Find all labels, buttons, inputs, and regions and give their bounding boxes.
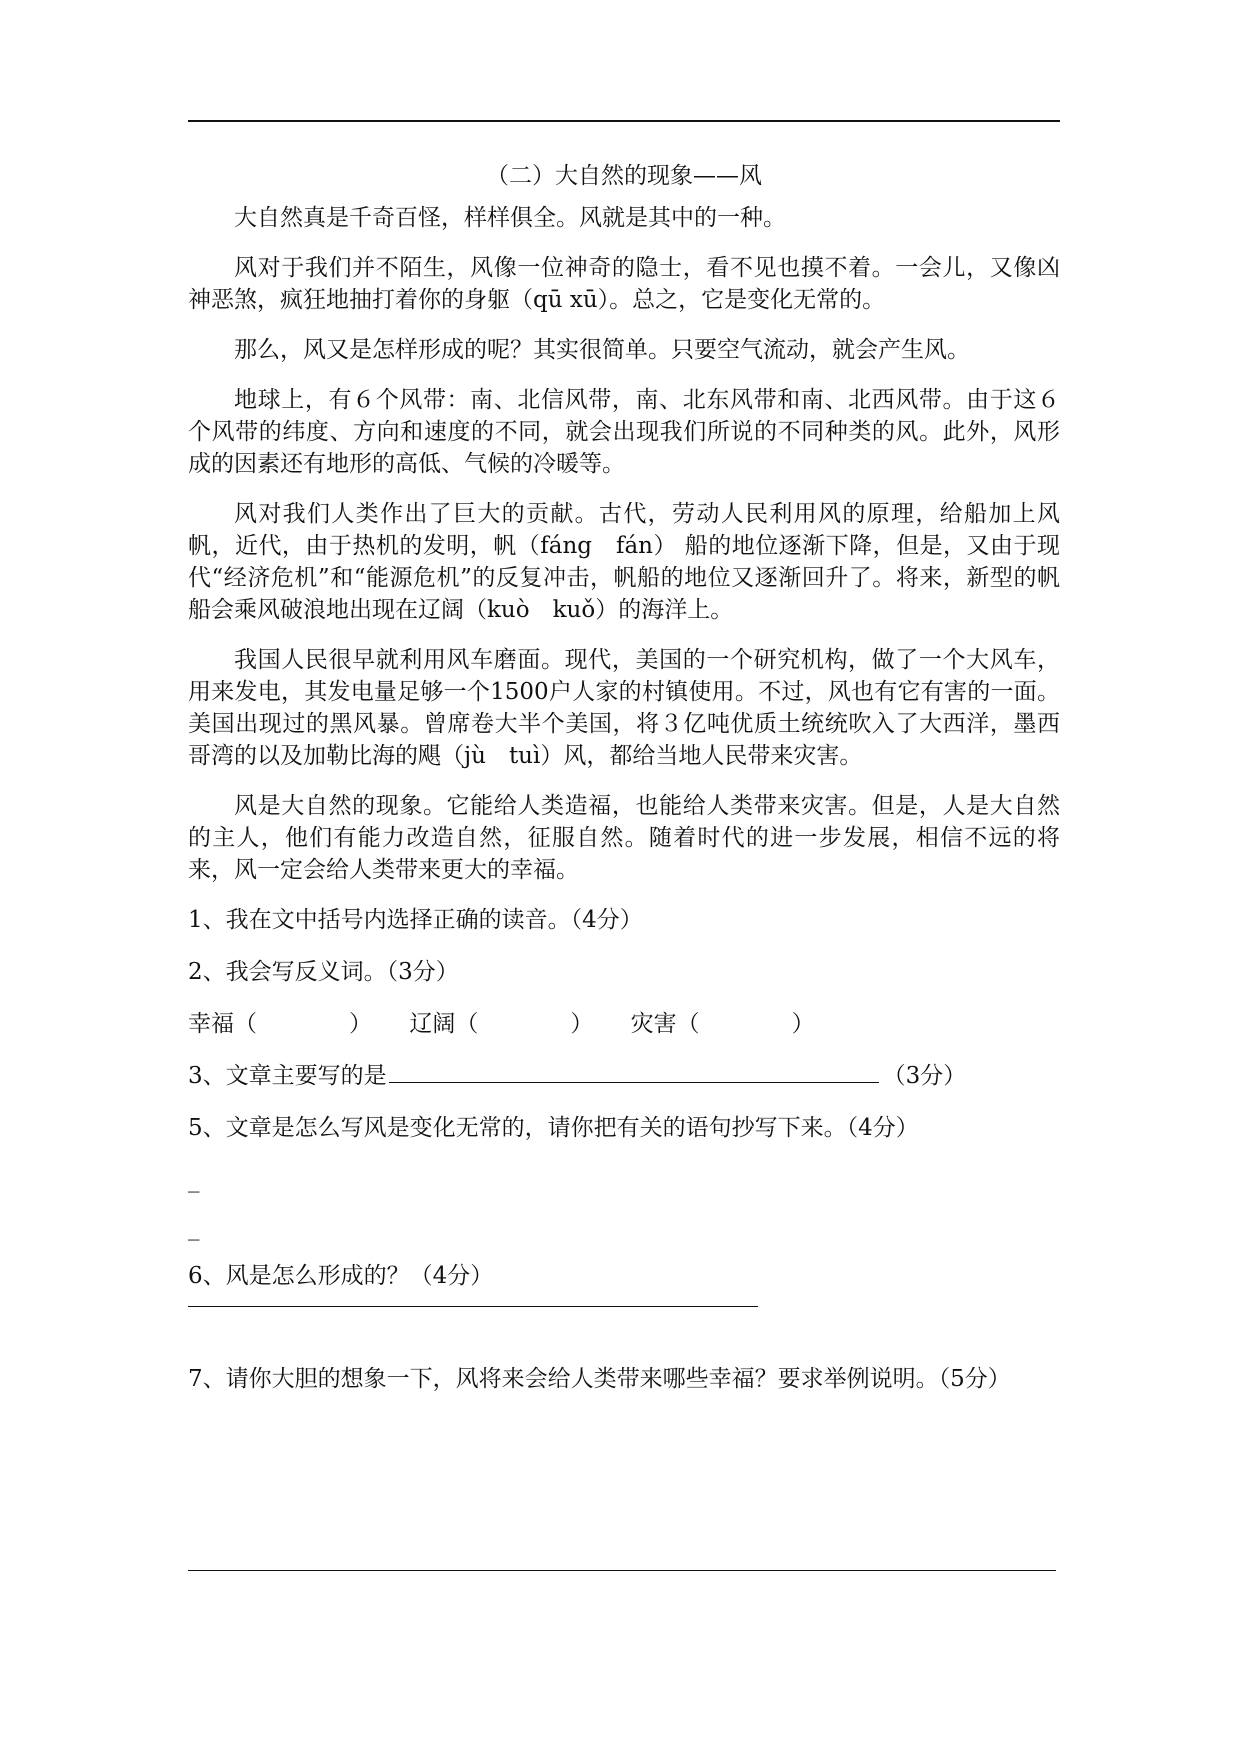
question-6: 6、风是怎么形成的？（4分） xyxy=(188,1263,494,1289)
question-5: 5、文章是怎么写风是变化无常的，请你把有关的语句抄写下来。（4分） xyxy=(188,1115,919,1141)
antonym-word-2: 辽阔（ xyxy=(409,1011,479,1037)
paragraph-6: 我国人民很早就利用风车磨面。现代，美国的一个研究机构，做了一个大风车，用来发电，其发电量足够一个1500户人家的村镇使用。不过，风也有它有害的一面。美国出现过的黑风暴。曾席卷大半个美国，将３亿吨优质土统统吹入了大西洋，墨西哥湾的以及加勒比海的飓（jù tuì）风，都给当地人民带来灾害。 xyxy=(188,647,1060,769)
antonym-word-3: 灾害（ xyxy=(630,1011,700,1037)
paragraph-5: 风对我们人类作出了巨大的贡献。古代，劳动人民利用风的原理，给船加上风帆，近代，由于热机的发明，帆（fáng fán） 船的地位逐渐下降，但是，又由于现代“经济危机”和“能源危机”的反复冲击，帆船的地位又逐渐回升了。将来，新型的帆船会乘风破浪地出现在辽阔（kuò kuǒ）的海洋上。 xyxy=(188,501,1060,623)
question-3 xyxy=(188,1060,1060,1092)
question-5-answer-line-2[interactable]: _ xyxy=(188,1215,200,1241)
question-7-answer-line[interactable] xyxy=(188,1570,1056,1571)
paragraph-2: 风对于我们并不陌生，风像一位神奇的隐士，看不见也摸不着。一会儿，又像凶神恶煞，疯狂地抽打着你的身躯（qū xū）。总之，它是变化无常的。 xyxy=(188,255,1060,313)
paragraph-4: 地球上，有６个风带：南、北信风带，南、北东风带和南、北西风带。由于这６个风带的纬度、方向和速度的不同，就会出现我们所说的不同种类的风。此外，风形成的因素还有地形的高低、气候的冷暖等。 xyxy=(188,387,1060,477)
question-6-answer-line[interactable] xyxy=(188,1306,758,1307)
top-rule xyxy=(188,120,1060,122)
worksheet-content xyxy=(188,160,1060,1415)
paragraph-3: 那么，风又是怎样形成的呢？其实很简单。只要空气流动，就会产生风。 xyxy=(234,337,970,363)
passage-title: （二）大自然的现象——风 xyxy=(486,163,762,189)
antonym-word-1: 幸福（ xyxy=(188,1011,257,1037)
antonym-close-2: ） xyxy=(570,1011,594,1037)
question-1: 1、我在文中括号内选择正确的读音。（4分） xyxy=(188,907,643,933)
question-3-text: 3、文章主要写的是 xyxy=(188,1063,387,1089)
question-5-answer-line-1[interactable]: _ xyxy=(188,1167,200,1193)
question-2: 2、我会写反义词。（3分） xyxy=(188,959,459,985)
question-3-score: （3分） xyxy=(882,1063,967,1089)
paragraph-7: 风是大自然的现象。它能给人类造福，也能给人类带来灾害。但是，人是大自然的主人，他们有能力改造自然，征服自然。随着时代的进一步发展，相信不远的将来，风一定会给人类带来更大的幸福。 xyxy=(188,793,1060,883)
antonym-close-1: ） xyxy=(349,1011,372,1037)
paragraph-1: 大自然真是千奇百怪，样样俱全。风就是其中的一种。 xyxy=(234,205,786,231)
antonym-close-3: ） xyxy=(791,1011,815,1037)
antonym-row xyxy=(188,1008,1060,1040)
question-7: 7、请你大胆的想象一下，风将来会给人类带来哪些幸福？要求举例说明。（5分） xyxy=(188,1366,1011,1392)
question-3-answer-line[interactable] xyxy=(389,1060,879,1083)
